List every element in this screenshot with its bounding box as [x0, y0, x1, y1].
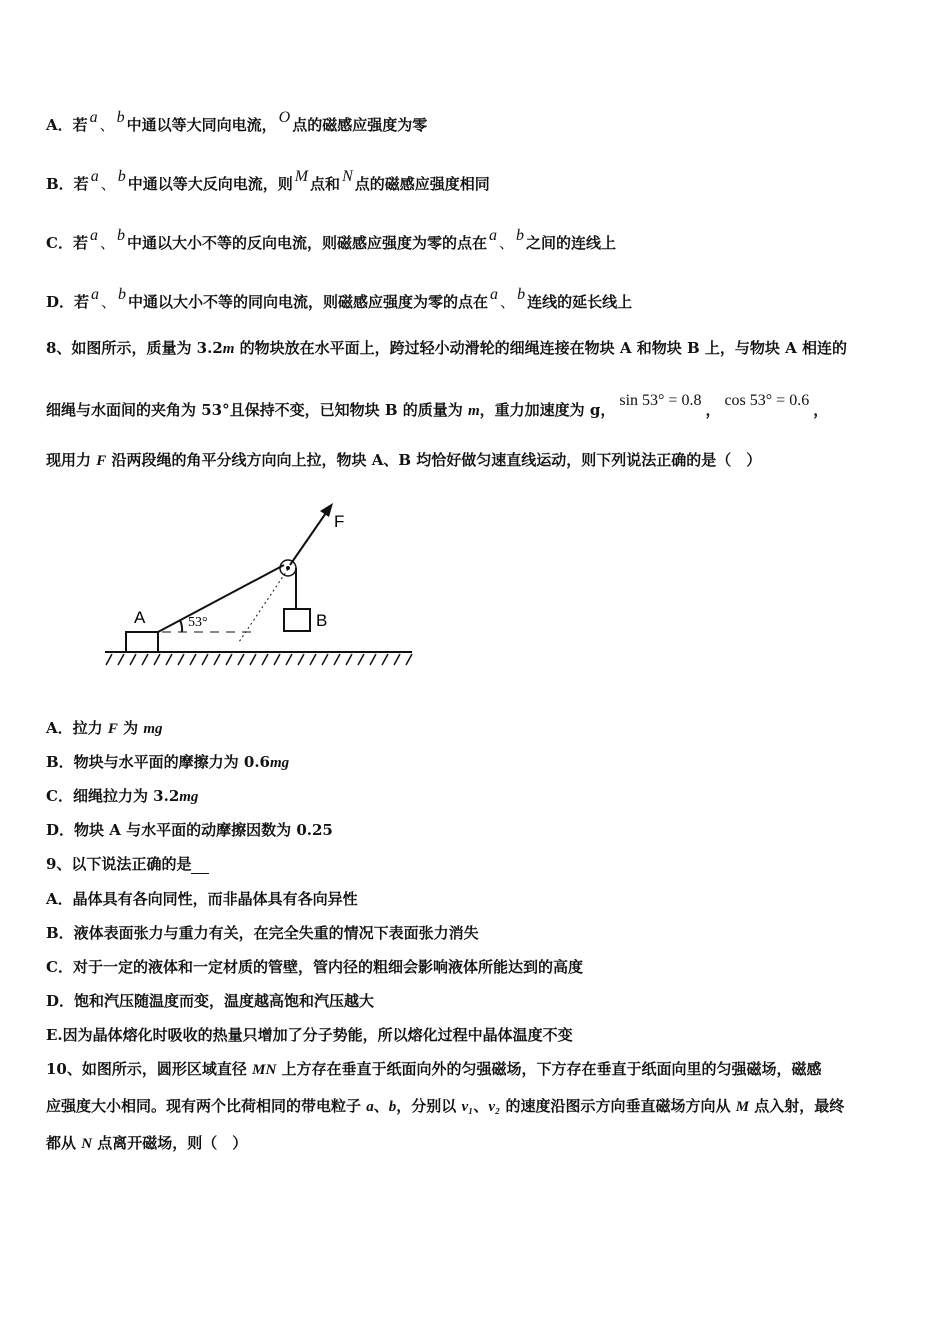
q9-stem: 9、以下说法正确的是 [46, 854, 209, 874]
q7-option-a: A．若 a 、 b 中通以等大同向电流， O 点的磁感应强度为零 [46, 109, 428, 134]
rope-a [158, 565, 284, 632]
q8-option-b: B．物块与水平面的摩擦力为 0.6mg [46, 753, 290, 771]
ground-hatching [106, 654, 412, 665]
bisector-dotted [239, 569, 288, 642]
block-a [126, 632, 158, 652]
q7-option-c: C．若 a 、 b 中通以大小不等的反向电流，则磁感应强度为零的点在 a 、 b 之间的连线上 [46, 227, 617, 252]
angle-arc [180, 620, 182, 632]
q7-option-b: B．若 a 、 b 中通以等大反向电流，则 M 点和 N 点的磁感应强度相同 [46, 168, 490, 193]
q10-stem-line3: 都从 N 点离开磁场，则（ ） [46, 1134, 248, 1152]
label-f: F [334, 512, 345, 531]
q10-stem-line2: 应强度大小相同。现有两个比荷相同的带电粒子 a、b，分别以 v₁、v₂ 的速度沿图示方向垂直磁场方向从 M 点入射，最终 [46, 1097, 845, 1115]
angle-label: 53° [188, 615, 208, 630]
q9-option-c: C．对于一定的液体和一定材质的管壁，管内径的粗细会影响液体所能达到的高度 [46, 958, 583, 976]
q9-option-d: D．饱和汽压随温度而变，温度越高饱和汽压越大 [46, 992, 375, 1010]
sin-formula: sin 53° = 0.8 [619, 392, 702, 409]
cos-formula: cos 53° = 0.6 [724, 392, 810, 409]
label-b: B [316, 611, 328, 630]
q8-option-a: A．拉力 F 为 mg [46, 719, 163, 737]
q8-stem-line1: 8、如图所示，质量为 3.2m 的物块放在水平面上，跨过轻小动滑轮的细绳连接在物块 A 和物块 B 上，与物块 A 相连的 [46, 339, 847, 357]
q8-option-c: C．细绳拉力为 3.2mg [46, 787, 199, 805]
q8-stem-line2: 细绳与水面间的夹角为 53°且保持不变，已知物块 B 的质量为 m，重力加速度为 g，sin 53° = 0.8，cos 53° = 0.6， [46, 392, 829, 419]
q9-option-e: E.因为晶体熔化时吸收的热量只增加了分子势能，所以熔化过程中晶体温度不变 [46, 1026, 573, 1044]
answer-blank [191, 859, 209, 874]
label-a: A [134, 608, 146, 627]
q8-option-d: D．物块 A 与水平面的动摩擦因数为 0.25 [46, 821, 333, 839]
q7-option-d: D．若 a 、 b 中通以大小不等的同向电流，则磁感应强度为零的点在 a 、 b 连线的延长线上 [46, 286, 633, 311]
force-arrow [290, 510, 328, 565]
q10-stem-line1: 10、如图所示，圆形区域直径 MN 上方存在垂直于纸面向外的匀强磁场，下方存在垂直于纸面向里的匀强磁场，磁感 [46, 1060, 822, 1078]
pulley-figure [100, 495, 420, 675]
q9-option-a: A．晶体具有各向同性，而非晶体具有各向异性 [46, 890, 358, 908]
q9-option-b: B．液体表面张力与重力有关，在完全失重的情况下表面张力消失 [46, 924, 479, 942]
block-b [284, 609, 310, 631]
q8-stem-line3: 现用力 F 沿两段绳的角平分线方向向上拉，物块 A、B 均恰好做匀速直线运动，则下列说法正确的是（ ） [46, 451, 762, 469]
